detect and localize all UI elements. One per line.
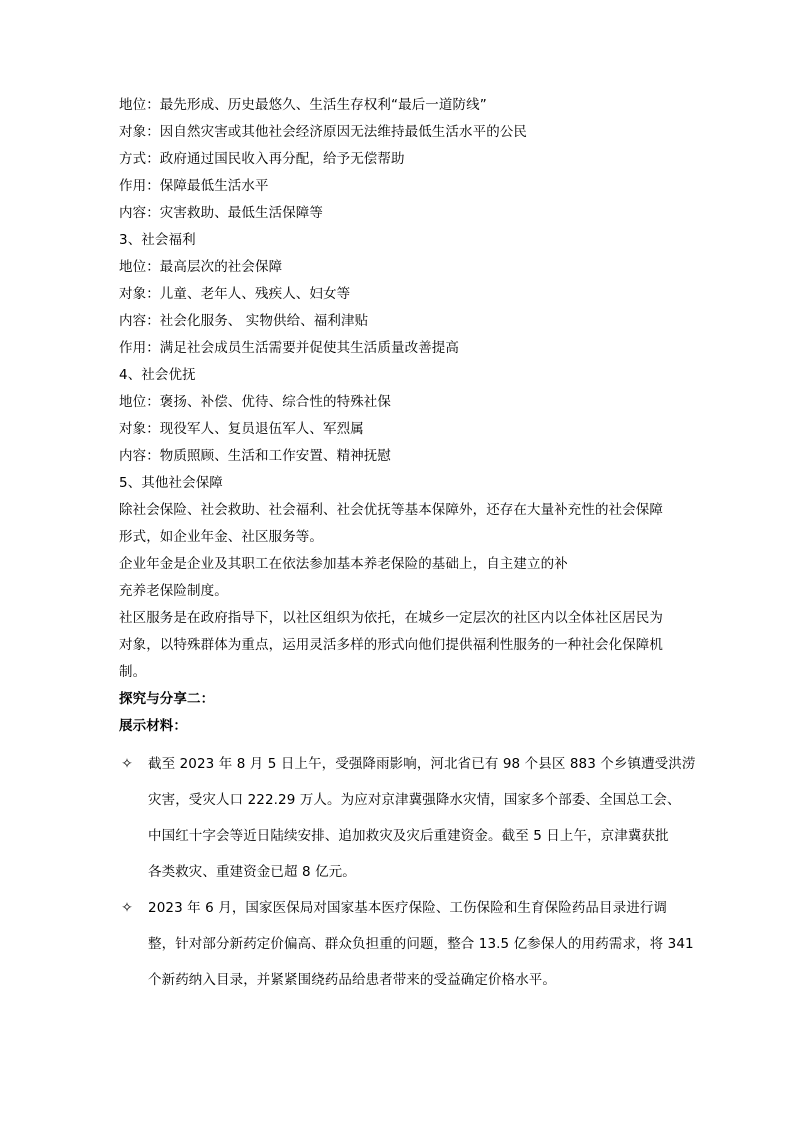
text-line: 社区服务是在政府指导下，以社区组织为依托，在城乡一定层次的社区内以全体社区居民为 (119, 610, 663, 626)
text-line: 地位：最高层次的社会保障 (119, 259, 283, 275)
text-line: 充养老保险制度。 (119, 583, 228, 599)
bullet-continuation-line (119, 782, 684, 818)
text-line: 制。 (119, 664, 147, 680)
text-line: 内容：灾害救助、最低生活保障等 (119, 205, 323, 221)
diamond-bullet-icon: ✧ (121, 900, 133, 916)
text-line: 作用：保障最低生活水平 (119, 178, 269, 194)
bullet-text: 各类救灾、重建资金已超 8 亿元。 (148, 864, 356, 880)
section-heading-materials: 展示材料： (119, 718, 187, 734)
text-line: 对象：现役军人、复员退伍军人、军烈属 (119, 421, 364, 437)
text-line: 3、社会福利 (119, 232, 196, 248)
bullet-text: 2023 年 6 月，国家医保局对国家基本医疗保险、工伤保险和生育保险药品目录进行调 (148, 900, 668, 916)
text-line: 内容：社会化服务、 实物供给、福利津贴 (119, 313, 369, 329)
bullet-first-line (119, 746, 696, 782)
section-heading-explore: 探究与分享二： (119, 691, 215, 707)
bullet-text: 中国红十字会等近日陆续安排、追加救灾及灾后重建资金。截至 5 日上午，京津冀获批 (148, 828, 669, 844)
text-line: 对象，以特殊群体为重点，运用灵活多样的形式向他们提供福利性服务的一种社会化保障机 (119, 637, 663, 653)
text-line: 除社会保险、社会救助、社会福利、社会优抚等基本保障外，还存在大量补充性的社会保障 (119, 502, 663, 518)
bullet-item (119, 746, 696, 890)
text-line: 4、社会优抚 (119, 367, 196, 383)
bullet-text: 灾害，受灾人口 222.29 万人。为应对京津冀强降水灾情，国家多个部委、全国总工会、 (148, 792, 681, 808)
text-line: 方式：政府通过国民收入再分配，给予无偿帮助 (119, 151, 405, 167)
text-line: 内容：物质照顾、生活和工作安置、精神抚慰 (119, 448, 391, 464)
bullet-text: 整，针对部分新药定价偏高、群众负担重的问题，整合 13.5 亿参保人的用药需求，将 341 (148, 936, 694, 952)
document-page (119, 92, 696, 998)
bullet-continuation-line (119, 962, 684, 998)
text-line: 形式，如企业年金、社区服务等。 (119, 529, 323, 545)
body-text (119, 92, 684, 686)
bullet-text: 个新药纳入目录，并紧紧围绕药品给患者带来的受益确定价格水平。 (148, 972, 556, 988)
bullet-continuation-line (119, 854, 684, 890)
text-line: 企业年金是企业及其职工在依法参加基本养老保险的基础上，自主建立的补 (119, 556, 568, 572)
bullet-continuation-line (119, 926, 694, 962)
text-line: 地位：最先形成、历史最悠久、生活生存权利“最后一道防线” (119, 97, 487, 113)
bullet-first-line (119, 890, 684, 926)
bullet-text: 截至 2023 年 8 月 5 日上午，受强降雨影响，河北省已有 98 个县区 883 个乡镇遭受洪涝 (148, 756, 696, 772)
bullet-continuation-line (119, 818, 684, 854)
material-bullet-list (119, 746, 696, 998)
text-line: 地位：褒扬、补偿、优待、综合性的特殊社保 (119, 394, 391, 410)
text-line: 对象：儿童、老年人、残疾人、妇女等 (119, 286, 351, 302)
diamond-bullet-icon: ✧ (121, 756, 133, 772)
text-line: 对象：因自然灾害或其他社会经济原因无法维持最低生活水平的公民 (119, 124, 527, 140)
bullet-item (119, 890, 694, 998)
text-line: 5、其他社会保障 (119, 475, 223, 491)
text-line: 作用：满足社会成员生活需要并促使其生活质量改善提高 (119, 340, 459, 356)
